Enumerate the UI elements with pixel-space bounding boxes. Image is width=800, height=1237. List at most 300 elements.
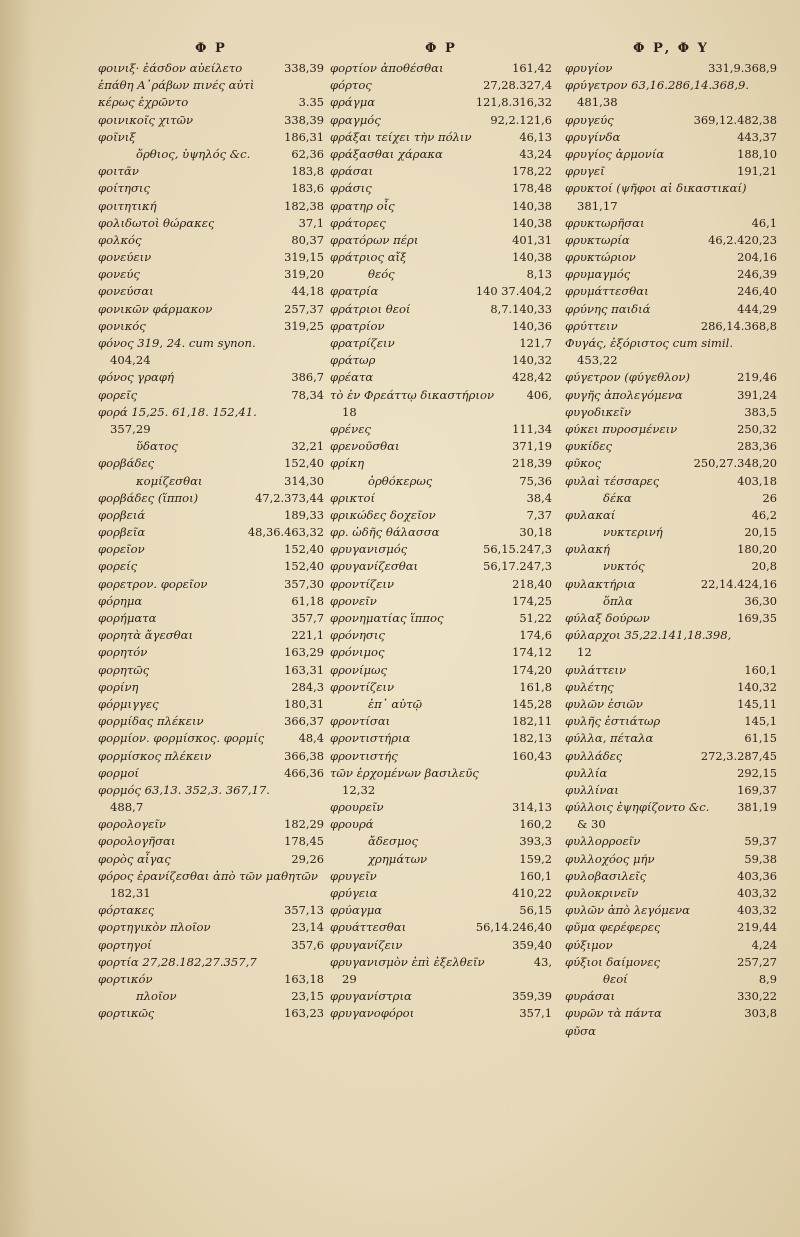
index-entry [98, 971, 324, 988]
entry-term: φρατρία [330, 284, 379, 299]
entry-term: φρύγεια [330, 886, 378, 900]
index-entry [98, 283, 324, 300]
entry-reference: 160,2 [519, 817, 552, 832]
entry-term: 29 [342, 971, 357, 986]
index-entry [565, 696, 777, 713]
entry-term: 357,29 [110, 421, 151, 436]
entry-term: φράτριος αἴξ [330, 250, 407, 265]
entry-term: φρυγεῖ [565, 164, 605, 179]
entry-reference: 189,33 [284, 507, 324, 522]
index-entry [98, 1005, 324, 1022]
entry-reference: 338,39 [284, 112, 324, 127]
entry-reference: 178,48 [512, 181, 552, 196]
entry-term: ἐπάθη Α᾽ράβων πινές αὐτὶ [98, 78, 255, 93]
entry-reference: 359,40 [512, 937, 552, 952]
index-entry [98, 610, 324, 627]
index-entry [330, 971, 552, 988]
index-entry [330, 146, 552, 163]
entry-term: φυλάττειν [565, 662, 626, 677]
index-entry [565, 558, 777, 575]
entry-term: φύλαξ δούρων [565, 611, 650, 625]
index-entry [330, 541, 552, 558]
entry-reference: 59,37 [744, 834, 777, 849]
entry-term: φοινικοῖς χιτῶν [98, 112, 194, 127]
entry-term: φρυγίον [565, 61, 613, 75]
entry-reference: 23,14 [291, 920, 324, 935]
entry-reference: 272,3.287,45 [700, 748, 777, 763]
index-entry [565, 937, 777, 954]
entry-reference: 219,46 [737, 370, 777, 385]
index-entry [565, 112, 777, 129]
entry-reference: 182,38 [284, 198, 324, 213]
entry-term: φοιτητική [98, 198, 157, 213]
entry-reference: 403,36 [737, 868, 777, 883]
entry-reference: 160,43 [512, 748, 552, 763]
index-entry [98, 77, 324, 94]
index-entry [330, 713, 552, 730]
entry-term: θεός [368, 267, 395, 282]
index-entry [98, 576, 324, 593]
index-entry [98, 937, 324, 954]
index-entry [98, 387, 324, 404]
index-entry [98, 301, 324, 318]
entry-reference: 319,20 [284, 267, 324, 282]
entry-reference: 152,40 [284, 559, 324, 574]
entry-term: φορολογῆσαι [98, 834, 176, 849]
entry-term: φρονεῖν [330, 593, 377, 608]
entry-reference: 357,30 [284, 576, 324, 591]
entry-reference: 371,19 [512, 439, 552, 454]
entry-term: φυλακή [565, 542, 610, 557]
index-entry [330, 318, 552, 335]
index-entry [565, 868, 777, 885]
index-entry [330, 129, 552, 146]
entry-term: φορετρον. φορεῖον [98, 576, 208, 591]
entry-reference: 331,9.368,9 [708, 61, 777, 75]
index-entry [565, 988, 777, 1005]
entry-term: φρυκτώριον [565, 250, 636, 265]
index-entry [565, 730, 777, 747]
entry-term: φρατόρων πέρι [330, 232, 419, 247]
entry-term: φορητῶς [98, 662, 150, 677]
entry-term: φρυγανισμὸν ἐπὶ ἐξελθεῖν [330, 954, 485, 969]
index-entry [330, 490, 552, 507]
entry-reference: 163,23 [284, 1006, 324, 1021]
entry-term: φονεύειν [98, 250, 152, 265]
entry-reference: 152,40 [284, 542, 324, 557]
index-entry [98, 60, 324, 77]
index-entry [330, 833, 552, 850]
entry-reference: 283,36 [737, 439, 777, 454]
entry-reference: 221,1 [291, 628, 324, 643]
entry-reference: 140 37.404,2 [475, 284, 552, 299]
entry-term: φορά 15,25. 61,18. 152,41. [98, 404, 257, 419]
index-entry [98, 455, 324, 472]
entry-reference: 443,37 [737, 129, 777, 144]
index-entry [330, 919, 552, 936]
entry-term: φρόνησις [330, 628, 385, 643]
entry-reference: 403,32 [737, 886, 777, 900]
entry-reference: 163,29 [284, 645, 324, 660]
index-entry [330, 954, 552, 971]
entry-term: 182,31 [110, 886, 151, 900]
entry-reference: 61,15 [744, 731, 777, 746]
index-entry [98, 782, 324, 799]
entry-term: φράξαι τείχει τὴν πόλιν [330, 129, 472, 144]
index-entry [565, 198, 777, 215]
entry-term: φονεύσαι [98, 284, 154, 299]
index-entry [98, 765, 324, 782]
entry-term: φρυκτωρῆσαι [565, 215, 645, 230]
entry-term: φρυγανισμός [330, 542, 408, 557]
index-entry [98, 490, 324, 507]
entry-term: Φυγάς, ἐξόριστος cum simil. [565, 336, 734, 350]
entry-reference: 46,1 [751, 215, 777, 230]
index-entry [330, 902, 552, 919]
entry-reference: 140,36 [512, 318, 552, 333]
entry-term: φρόνιμος [330, 645, 385, 660]
entry-reference: 22,14.424,16 [700, 576, 777, 591]
entry-list [565, 60, 777, 1040]
entry-term: φυράσαι [565, 989, 616, 1004]
index-entry [330, 404, 552, 421]
index-entry [98, 593, 324, 610]
entry-term: φυρῶν τὰ πάντα [565, 1006, 662, 1021]
entry-reference: 182,13 [512, 731, 552, 746]
entry-reference: 174,25 [512, 593, 552, 608]
entry-reference: 319,15 [284, 250, 324, 265]
entry-term: φύλλοις ἐψηφίζοντο &c. [565, 800, 710, 815]
entry-term: 453,22 [577, 353, 618, 368]
entry-term: φραγμός [330, 112, 381, 127]
index-entry [565, 215, 777, 232]
index-entry [330, 816, 552, 833]
entry-reference: 140,38 [512, 215, 552, 230]
index-entry [565, 627, 777, 644]
entry-term: φυλῆς ἐστιάτωρ [565, 714, 661, 729]
entry-reference: 410,22 [512, 886, 552, 900]
index-entry [565, 94, 777, 111]
entry-reference: 75,36 [519, 473, 552, 488]
entry-term: φυγοδικεῖν [565, 404, 632, 419]
entry-term: θεοί [603, 971, 628, 986]
index-entry [98, 919, 324, 936]
entry-term: φρατρίζειν [330, 336, 395, 350]
entry-reference: 46,2.420,23 [708, 232, 777, 247]
index-entry [98, 662, 324, 679]
index-entry [565, 318, 777, 335]
index-entry [565, 369, 777, 386]
entry-term: ὕδατος [136, 439, 178, 454]
entry-term: φορβάδες [98, 456, 155, 471]
index-entry [98, 369, 324, 386]
index-entry [330, 988, 552, 1005]
entry-term: φυκίδες [565, 439, 613, 454]
entry-reference: 47,2.373,44 [255, 490, 324, 505]
index-entry [330, 352, 552, 369]
entry-term: 12 [577, 645, 592, 660]
entry-reference: 43, [533, 954, 552, 969]
index-entry [565, 404, 777, 421]
entry-reference: 182,29 [284, 817, 324, 832]
entry-reference: 140,32 [737, 679, 777, 694]
index-entry [330, 387, 552, 404]
index-entry [98, 163, 324, 180]
entry-reference: 140,32 [512, 353, 552, 368]
index-entry [565, 576, 777, 593]
entry-reference: 174,6 [519, 628, 552, 643]
entry-term: φρυκτοί (ψῆφοι αἱ δικαστικαί) [565, 181, 747, 196]
entry-term: 381,17 [577, 198, 618, 213]
index-entry [565, 524, 777, 541]
entry-term: φορεῖς [98, 387, 138, 402]
entry-reference: 56,14.246,40 [475, 920, 552, 935]
entry-reference: 30,18 [519, 525, 552, 540]
entry-term: φορτηγοί [98, 937, 152, 952]
entry-reference: 43,24 [519, 146, 552, 161]
entry-term: φυλοκρινεῖν [565, 886, 639, 900]
entry-term: φρουρά [330, 817, 374, 832]
entry-term: τὸ ἐν Φρεάττῳ δικαστήριον [330, 387, 494, 402]
entry-term: φορητόν [98, 645, 148, 660]
index-entry [98, 352, 324, 369]
index-entry [98, 266, 324, 283]
index-entry [330, 610, 552, 627]
entry-reference: 20,15 [744, 525, 777, 540]
entry-reference: 48,4 [298, 731, 324, 746]
entry-term: φροντιστής [330, 748, 398, 763]
entry-term: φόρτακες [98, 903, 155, 918]
index-entry [565, 438, 777, 455]
entry-reference: 29,26 [291, 851, 324, 866]
entry-reference: 182,11 [512, 714, 552, 729]
entry-reference: 250,27.348,20 [693, 456, 777, 471]
entry-term: ἐπ᾽ αὐτῷ [368, 696, 423, 711]
index-entry [98, 868, 324, 885]
entry-reference: 204,16 [737, 250, 777, 265]
index-entry [565, 473, 777, 490]
entry-term: φόρμιγγες [98, 696, 159, 711]
entry-term: φορίνη [98, 679, 139, 694]
index-entry [565, 765, 777, 782]
index-entry [98, 146, 324, 163]
index-entry [330, 507, 552, 524]
index-entry [565, 919, 777, 936]
entry-term: φορβεῖα [98, 525, 146, 540]
index-entry [98, 851, 324, 868]
entry-reference: 169,37 [737, 782, 777, 797]
index-column-1 [98, 38, 324, 1023]
index-entry [330, 748, 552, 765]
index-entry [330, 77, 552, 94]
index-entry [98, 730, 324, 747]
index-entry [330, 679, 552, 696]
entry-term: φορμίον. φορμίσκος. φορμίς [98, 731, 265, 746]
entry-term: φρύττειν [565, 318, 618, 333]
index-entry [330, 421, 552, 438]
entry-term: φυλέτης [565, 679, 614, 694]
entry-reference: 180,31 [284, 696, 324, 711]
entry-reference: 37,1 [298, 215, 324, 230]
entry-term: φρυγανίστρια [330, 989, 412, 1004]
entry-term: φρυγανίζεσθαι [330, 559, 419, 574]
index-entry [98, 816, 324, 833]
entry-term: φρέατα [330, 370, 374, 385]
index-entry [330, 198, 552, 215]
entry-reference: 3.35 [298, 95, 324, 110]
entry-term: φυλακαί [565, 507, 616, 522]
entry-reference: 36,30 [744, 593, 777, 608]
entry-term: φράσις [330, 181, 372, 196]
entry-reference: 26 [762, 490, 777, 505]
entry-term: φρυγεύς [565, 112, 614, 127]
entry-reference: 257,37 [284, 301, 324, 316]
entry-reference: 169,35 [737, 611, 777, 625]
entry-reference: 246,40 [737, 284, 777, 299]
entry-reference: 401,31 [512, 232, 552, 247]
entry-reference: 188,10 [737, 146, 777, 161]
entry-reference: 140,38 [512, 250, 552, 265]
index-entry [98, 696, 324, 713]
entry-reference: 183,6 [291, 181, 324, 196]
entry-reference: 284,3 [291, 679, 324, 694]
entry-reference: 48,36.463,32 [247, 525, 324, 540]
entry-reference: 8,9 [758, 971, 777, 986]
entry-reference: 145,11 [737, 696, 777, 711]
index-entry [565, 163, 777, 180]
index-entry [330, 266, 552, 283]
entry-term: φυλῶν ἐσιῶν [565, 696, 643, 711]
index-entry [330, 232, 552, 249]
column-header: Φ Ρ [425, 41, 457, 56]
entry-reference: 160,1 [744, 662, 777, 677]
entry-term: κομίζεσθαι [136, 473, 203, 488]
entry-reference: 292,15 [737, 765, 777, 780]
entry-reference: 4,24 [751, 937, 777, 952]
entry-term: φρατρίον [330, 318, 385, 333]
entry-term: τῶν ἐρχομένων βασιλεῦς [330, 765, 479, 780]
entry-term: φρικτοί [330, 490, 376, 505]
entry-term: φονικῶν φάρμακον [98, 301, 213, 316]
entry-term: φύξιοι δαίμονες [565, 954, 660, 969]
index-entry [565, 490, 777, 507]
index-entry [565, 593, 777, 610]
column-header: Φ Ρ, Φ Υ [633, 41, 709, 56]
index-entry [330, 283, 552, 300]
index-entry [330, 868, 552, 885]
index-entry [98, 799, 324, 816]
entry-term: φρύνης παιδιά [565, 301, 651, 316]
entry-reference: 383,5 [744, 404, 777, 419]
index-entry [565, 954, 777, 971]
entry-term: φύλλα, πέταλα [565, 731, 654, 746]
entry-list [330, 60, 552, 1023]
index-entry [565, 644, 777, 661]
index-entry [330, 369, 552, 386]
entry-term: πλοῖον [136, 989, 177, 1004]
index-entry [565, 971, 777, 988]
entry-term: φορολογεῖν [98, 817, 166, 832]
index-entry [98, 318, 324, 335]
index-entry [565, 799, 777, 816]
column-header: Φ Ρ [195, 41, 227, 56]
entry-term: φρυγανοφόροι [330, 1006, 415, 1021]
entry-term: φόρος ἐρανίζεσθαι ἀπὸ τῶν μαθητῶν [98, 868, 318, 883]
entry-reference: 8,7.140,33 [490, 301, 552, 316]
entry-term: φονεύς [98, 267, 140, 282]
index-entry [330, 558, 552, 575]
entry-term: φόρτος [330, 78, 372, 93]
entry-reference: 303,8 [744, 1006, 777, 1021]
entry-reference: 160,1 [519, 868, 552, 883]
entry-term: νυκτερινή [603, 525, 663, 540]
entry-reference: 403,32 [737, 903, 777, 918]
entry-term: φοιτᾶν [98, 164, 139, 179]
index-entry [330, 662, 552, 679]
index-entry [330, 60, 552, 77]
entry-reference: 44,18 [291, 284, 324, 299]
entry-term: φυλοβασιλεῖς [565, 868, 647, 883]
index-entry [565, 249, 777, 266]
entry-term: φορεῖον [98, 542, 145, 557]
index-entry [330, 524, 552, 541]
entry-term: φορήματα [98, 611, 157, 625]
index-entry [98, 902, 324, 919]
entry-reference: 8,13 [526, 267, 552, 282]
index-entry [98, 558, 324, 575]
entry-reference: 183,8 [291, 164, 324, 179]
entry-term: φολιδωτοὶ θώρακες [98, 215, 215, 230]
entry-reference: 218,40 [512, 576, 552, 591]
index-entry [98, 988, 324, 1005]
entry-reference: 92,2.121,6 [490, 112, 552, 127]
entry-reference: 406, [526, 387, 552, 402]
index-entry [98, 180, 324, 197]
entry-term: ὀρθόκερως [368, 473, 433, 488]
index-entry [565, 180, 777, 197]
entry-reference: 51,22 [519, 611, 552, 625]
index-entry [565, 129, 777, 146]
index-entry [565, 455, 777, 472]
entry-reference: 121,8.316,32 [475, 95, 552, 110]
entry-reference: 7,37 [526, 507, 552, 522]
entry-list [98, 60, 324, 1023]
entry-term: φράτριοι θεοί [330, 301, 411, 316]
entry-reference: 23,15 [291, 989, 324, 1004]
index-entry [98, 404, 324, 421]
entry-term: 18 [342, 404, 357, 419]
entry-term: φρυμάττεσθαι [565, 284, 649, 299]
entry-term: & 30 [577, 817, 606, 832]
entry-term: φορμίδας πλέκειν [98, 714, 204, 729]
index-entry [330, 782, 552, 799]
entry-term: φυλλία [565, 765, 608, 780]
index-entry [98, 129, 324, 146]
index-entry [565, 885, 777, 902]
index-entry [98, 215, 324, 232]
index-entry [98, 232, 324, 249]
entry-term: νυκτός [603, 559, 645, 574]
entry-term: 481,38 [577, 95, 618, 110]
entry-reference: 152,40 [284, 456, 324, 471]
index-entry [565, 541, 777, 558]
index-entry [565, 782, 777, 799]
index-entry [565, 713, 777, 730]
index-entry [330, 473, 552, 490]
index-entry [98, 541, 324, 558]
entry-term: φορτίον ἀποθέσθαι [330, 61, 444, 75]
entry-term: ὅπλα [603, 593, 633, 608]
